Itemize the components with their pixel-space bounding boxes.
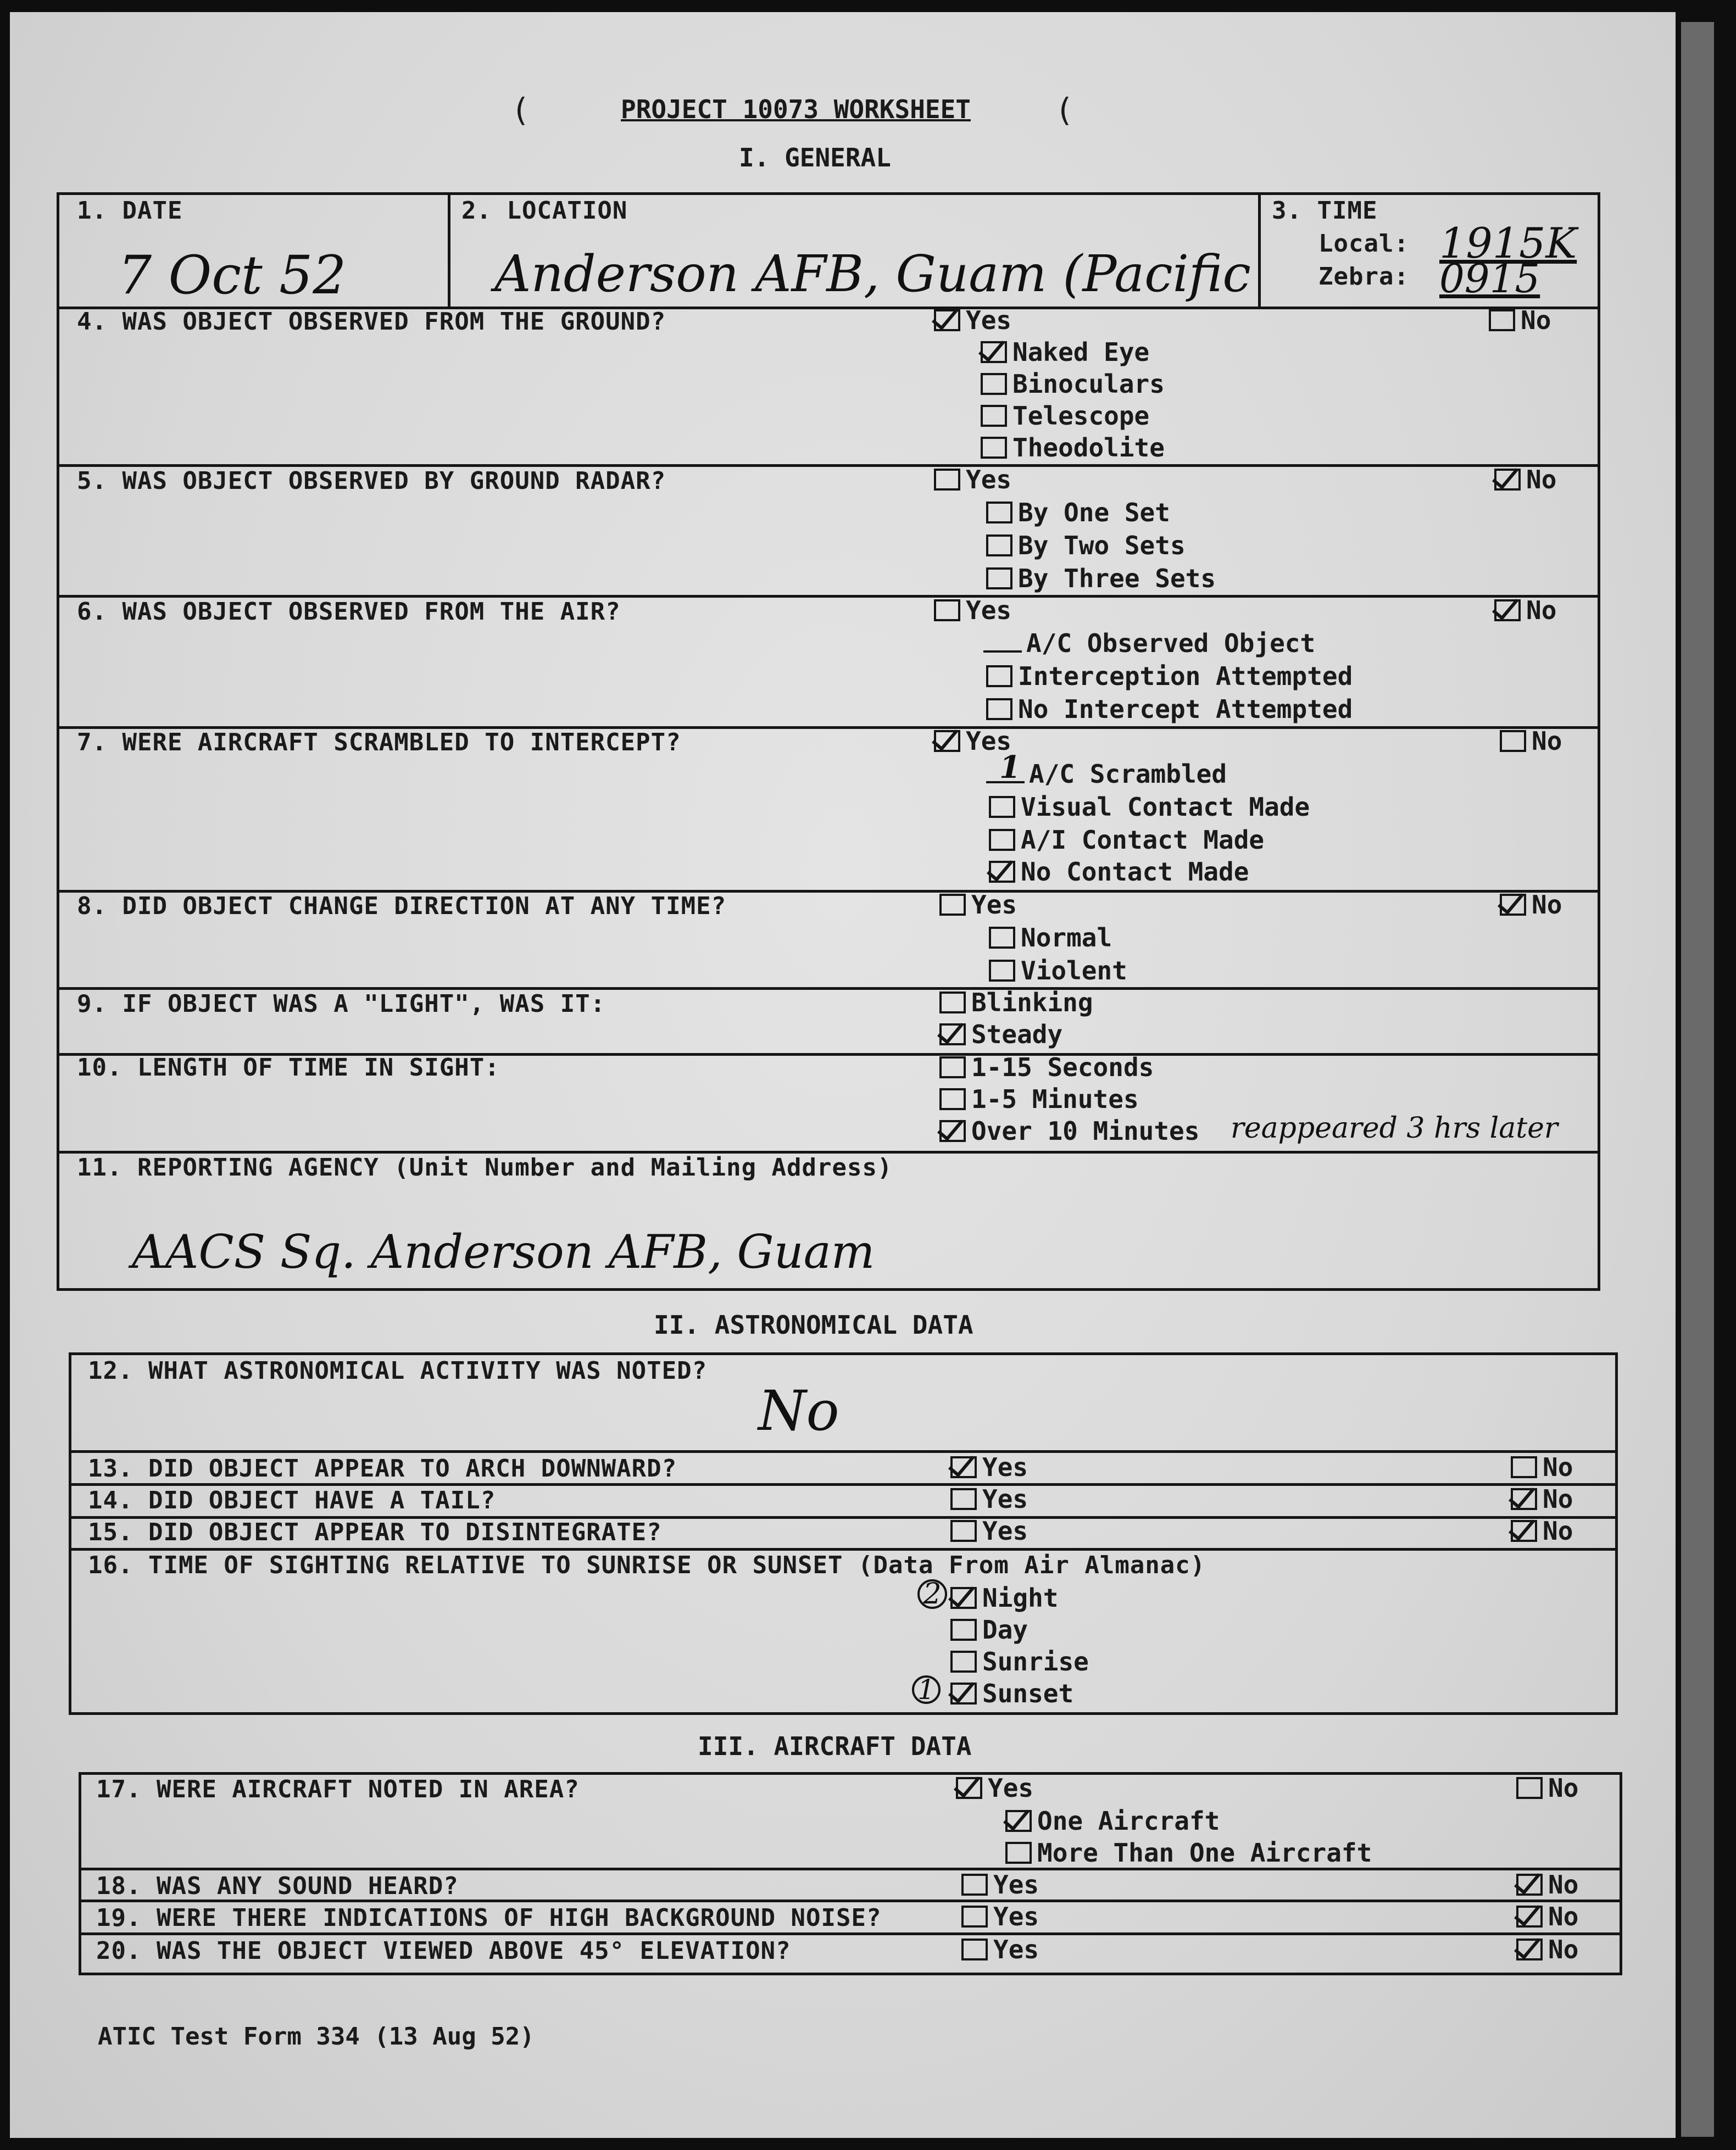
q4-binoculars[interactable]: Binoculars bbox=[981, 369, 1165, 399]
q10-minutes[interactable]: 1-5 Minutes bbox=[939, 1084, 1139, 1114]
checkbox-checked-icon[interactable] bbox=[934, 730, 960, 752]
q6-interception-attempted[interactable]: Interception Attempted bbox=[986, 661, 1353, 691]
checkbox-icon[interactable] bbox=[950, 1619, 977, 1641]
q10-over-10-minutes[interactable]: Over 10 Minutes bbox=[939, 1116, 1199, 1146]
q6-ac-observed[interactable]: A/C Observed Object bbox=[983, 628, 1315, 658]
q6-label: 6. WAS OBJECT OBSERVED FROM THE AIR? bbox=[77, 598, 621, 626]
divider bbox=[1258, 192, 1261, 308]
checkbox-checked-icon[interactable] bbox=[1516, 1906, 1543, 1928]
date-label: 1. DATE bbox=[77, 197, 183, 225]
checkbox-icon[interactable] bbox=[986, 698, 1012, 720]
checkbox-icon[interactable] bbox=[961, 1874, 988, 1896]
q18-yes[interactable]: Yes bbox=[961, 1870, 1039, 1900]
checkbox-checked-icon[interactable] bbox=[1494, 599, 1521, 621]
checkbox-checked-icon[interactable] bbox=[981, 341, 1007, 363]
left-paren-mark: ( bbox=[511, 91, 530, 129]
q14-yes[interactable]: Yes bbox=[950, 1484, 1028, 1514]
q7-no-contact[interactable]: No Contact Made bbox=[989, 857, 1249, 887]
q16-night[interactable]: Night bbox=[950, 1583, 1058, 1613]
q5-three-sets[interactable]: By Three Sets bbox=[986, 564, 1216, 593]
checkbox-icon[interactable] bbox=[986, 567, 1012, 589]
section-aircraft-heading: III. AIRCRAFT DATA bbox=[698, 1731, 972, 1761]
checkbox-icon[interactable] bbox=[939, 1088, 966, 1110]
q16-day[interactable]: Day bbox=[950, 1615, 1028, 1645]
checkbox-checked-icon[interactable] bbox=[939, 1023, 966, 1045]
q5-two-sets[interactable]: By Two Sets bbox=[986, 531, 1186, 560]
zebra-time-value[interactable]: 0915 bbox=[1439, 255, 1540, 302]
checkbox-checked-icon[interactable] bbox=[989, 861, 1015, 883]
checkbox-icon[interactable] bbox=[939, 1056, 966, 1078]
checkbox-icon[interactable] bbox=[989, 927, 1015, 949]
film-edge bbox=[1681, 22, 1714, 2137]
checkbox-checked-icon[interactable] bbox=[1500, 894, 1526, 916]
blank-line[interactable] bbox=[983, 634, 1022, 653]
scrambled-count: 1 bbox=[999, 749, 1021, 786]
q20-yes[interactable]: Yes bbox=[961, 1935, 1039, 1964]
q10-seconds[interactable]: 1-15 Seconds bbox=[939, 1052, 1154, 1082]
date-value[interactable]: 7 Oct 52 bbox=[118, 244, 347, 306]
checkbox-icon[interactable] bbox=[1516, 1777, 1543, 1799]
checkbox-icon[interactable] bbox=[934, 599, 960, 621]
checkbox-icon[interactable] bbox=[981, 437, 1007, 459]
q5-no[interactable]: No bbox=[1494, 465, 1556, 494]
checkbox-checked-icon[interactable] bbox=[950, 1683, 977, 1705]
q4-no[interactable]: No bbox=[1489, 305, 1551, 335]
checkbox-checked-icon[interactable] bbox=[1516, 1939, 1543, 1960]
checkbox-icon[interactable] bbox=[1511, 1456, 1537, 1478]
location-value[interactable]: Anderson AFB, Guam (Pacific bbox=[494, 244, 1251, 303]
q17-one-aircraft[interactable]: One Aircraft bbox=[1005, 1806, 1220, 1836]
local-time-value[interactable]: 1915K bbox=[1439, 219, 1577, 268]
q13-label: 13. DID OBJECT APPEAR TO ARCH DOWNWARD? bbox=[88, 1455, 677, 1483]
q12-label: 12. WHAT ASTRONOMICAL ACTIVITY WAS NOTED? bbox=[88, 1357, 708, 1385]
q6-yes[interactable]: Yes bbox=[934, 595, 1011, 625]
q8-no[interactable]: No bbox=[1500, 890, 1562, 920]
q6-no-intercept[interactable]: No Intercept Attempted bbox=[986, 694, 1353, 724]
checkbox-icon[interactable] bbox=[989, 796, 1015, 818]
q15-no[interactable]: No bbox=[1511, 1516, 1573, 1546]
q19-label: 19. WERE THERE INDICATIONS OF HIGH BACKGROUND NOISE? bbox=[96, 1904, 882, 1932]
checkbox-icon[interactable] bbox=[939, 894, 966, 916]
night-rank-mark: 2 bbox=[917, 1579, 947, 1609]
q4-telescope[interactable]: Telescope bbox=[981, 401, 1149, 431]
q19-no[interactable]: No bbox=[1516, 1902, 1578, 1931]
q9-steady[interactable]: Steady bbox=[939, 1020, 1062, 1049]
q17-no[interactable]: No bbox=[1516, 1773, 1578, 1803]
q18-label: 18. WAS ANY SOUND HEARD? bbox=[96, 1872, 459, 1900]
checkbox-icon[interactable] bbox=[1005, 1842, 1032, 1864]
q20-label: 20. WAS THE OBJECT VIEWED ABOVE 45° ELEVATION? bbox=[96, 1937, 791, 1965]
q15-yes[interactable]: Yes bbox=[950, 1516, 1028, 1546]
q14-label: 14. DID OBJECT HAVE A TAIL? bbox=[88, 1486, 496, 1514]
checkbox-checked-icon[interactable] bbox=[950, 1456, 977, 1478]
q11-label: 11. REPORTING AGENCY (Unit Number and Mailing Address) bbox=[77, 1154, 893, 1182]
q17-label: 17. WERE AIRCRAFT NOTED IN AREA? bbox=[96, 1775, 580, 1803]
q14-no[interactable]: No bbox=[1511, 1484, 1573, 1514]
checkbox-icon[interactable] bbox=[934, 469, 960, 491]
q7-ac-scrambled[interactable]: 1 A/C Scrambled bbox=[986, 759, 1227, 789]
q7-ai-contact[interactable]: A/I Contact Made bbox=[989, 825, 1264, 855]
checkbox-icon[interactable] bbox=[986, 502, 1012, 523]
q8-violent[interactable]: Violent bbox=[989, 956, 1127, 985]
q5-one-set[interactable]: By One Set bbox=[986, 498, 1170, 527]
checkbox-checked-icon[interactable] bbox=[1494, 469, 1521, 491]
q13-yes[interactable]: Yes bbox=[950, 1452, 1028, 1482]
section-astronomical-heading: II. ASTRONOMICAL DATA bbox=[654, 1310, 973, 1340]
q17-more-aircraft[interactable]: More Than One Aircraft bbox=[1005, 1838, 1372, 1868]
q19-yes[interactable]: Yes bbox=[961, 1902, 1039, 1931]
local-time-label: Local: bbox=[1318, 230, 1409, 258]
reporting-agency-value[interactable]: AACS Sq. Anderson AFB, Guam bbox=[132, 1225, 875, 1279]
q5-yes[interactable]: Yes bbox=[934, 465, 1011, 494]
q20-no[interactable]: No bbox=[1516, 1935, 1578, 1964]
checkbox-icon[interactable] bbox=[1489, 309, 1515, 331]
checkbox-checked-icon[interactable] bbox=[1511, 1488, 1537, 1510]
q4-theodolite[interactable]: Theodolite bbox=[981, 433, 1165, 463]
divider bbox=[69, 1548, 1618, 1551]
q8-label: 8. DID OBJECT CHANGE DIRECTION AT ANY TIME? bbox=[77, 892, 727, 920]
checkbox-icon[interactable] bbox=[986, 665, 1012, 687]
q7-visual-contact[interactable]: Visual Contact Made bbox=[989, 792, 1310, 822]
q7-no[interactable]: No bbox=[1500, 726, 1562, 756]
form-number: ATIC Test Form 334 (13 Aug 52) bbox=[98, 2023, 535, 2051]
section-general-heading: I. GENERAL bbox=[739, 143, 891, 172]
q7-yes[interactable]: Yes bbox=[934, 726, 1011, 756]
checkbox-icon[interactable] bbox=[950, 1520, 977, 1542]
q16-sunrise[interactable]: Sunrise bbox=[950, 1647, 1089, 1676]
checkbox-icon[interactable] bbox=[981, 405, 1007, 427]
checkbox-icon[interactable] bbox=[989, 960, 1015, 982]
checkbox-icon[interactable] bbox=[981, 373, 1007, 395]
checkbox-icon[interactable] bbox=[950, 1488, 977, 1510]
blank-line[interactable] bbox=[986, 749, 1025, 786]
checkbox-checked-icon[interactable] bbox=[956, 1777, 982, 1799]
astronomical-activity-value[interactable]: No bbox=[758, 1379, 839, 1443]
divider bbox=[79, 1932, 1622, 1935]
divider bbox=[79, 1868, 1622, 1870]
checkbox-checked-icon[interactable] bbox=[950, 1587, 977, 1609]
q4-label: 4. WAS OBJECT OBSERVED FROM THE GROUND? bbox=[77, 308, 666, 336]
q8-yes[interactable]: Yes bbox=[939, 890, 1017, 920]
q9-label: 9. IF OBJECT WAS A "LIGHT", WAS IT: bbox=[77, 990, 606, 1018]
q17-yes[interactable]: Yes bbox=[956, 1773, 1033, 1803]
divider bbox=[448, 192, 450, 308]
time-label: 3. TIME bbox=[1272, 197, 1378, 225]
q16-sunset[interactable]: Sunset bbox=[950, 1679, 1073, 1708]
q13-no[interactable]: No bbox=[1511, 1452, 1573, 1482]
zebra-time-label: Zebra: bbox=[1318, 263, 1409, 291]
checkbox-checked-icon[interactable] bbox=[939, 1120, 966, 1142]
q16-label: 16. TIME OF SIGHTING RELATIVE TO SUNRISE OR SUNSET (Data From Air Almanac) bbox=[88, 1551, 1206, 1579]
checkbox-icon[interactable] bbox=[950, 1651, 977, 1673]
checkbox-checked-icon[interactable] bbox=[1005, 1810, 1032, 1832]
q10-label: 10. LENGTH OF TIME IN SIGHT: bbox=[77, 1054, 500, 1082]
checkbox-checked-icon[interactable] bbox=[934, 309, 960, 331]
q5-label: 5. WAS OBJECT OBSERVED BY GROUND RADAR? bbox=[77, 467, 666, 495]
q18-no[interactable]: No bbox=[1516, 1870, 1578, 1900]
q6-no[interactable]: No bbox=[1494, 595, 1556, 625]
divider bbox=[69, 1483, 1618, 1486]
checkbox-icon[interactable] bbox=[1500, 730, 1526, 752]
checkbox-icon[interactable] bbox=[961, 1939, 988, 1960]
checkbox-icon[interactable] bbox=[989, 829, 1015, 851]
q15-label: 15. DID OBJECT APPEAR TO DISINTEGRATE? bbox=[88, 1518, 662, 1546]
checkbox-checked-icon[interactable] bbox=[1516, 1874, 1543, 1896]
q10-note[interactable]: reappeared 3 hrs later bbox=[1231, 1112, 1558, 1145]
right-paren-mark: ( bbox=[1055, 91, 1074, 129]
page-title: PROJECT 10073 WORKSHEET bbox=[621, 94, 971, 124]
checkbox-icon[interactable] bbox=[961, 1906, 988, 1928]
location-label: 2. LOCATION bbox=[461, 197, 628, 225]
q4-naked-eye[interactable]: Naked Eye bbox=[981, 337, 1149, 367]
q7-label: 7. WERE AIRCRAFT SCRAMBLED TO INTERCEPT? bbox=[77, 728, 681, 756]
divider bbox=[69, 1450, 1618, 1453]
q4-yes[interactable]: Yes bbox=[934, 305, 1011, 335]
q9-blinking[interactable]: Blinking bbox=[939, 988, 1093, 1017]
checkbox-icon[interactable] bbox=[986, 534, 1012, 556]
checkbox-checked-icon[interactable] bbox=[1511, 1520, 1537, 1542]
q8-normal[interactable]: Normal bbox=[989, 923, 1112, 953]
checkbox-icon[interactable] bbox=[939, 992, 966, 1013]
sunset-rank-mark: 1 bbox=[912, 1675, 941, 1704]
